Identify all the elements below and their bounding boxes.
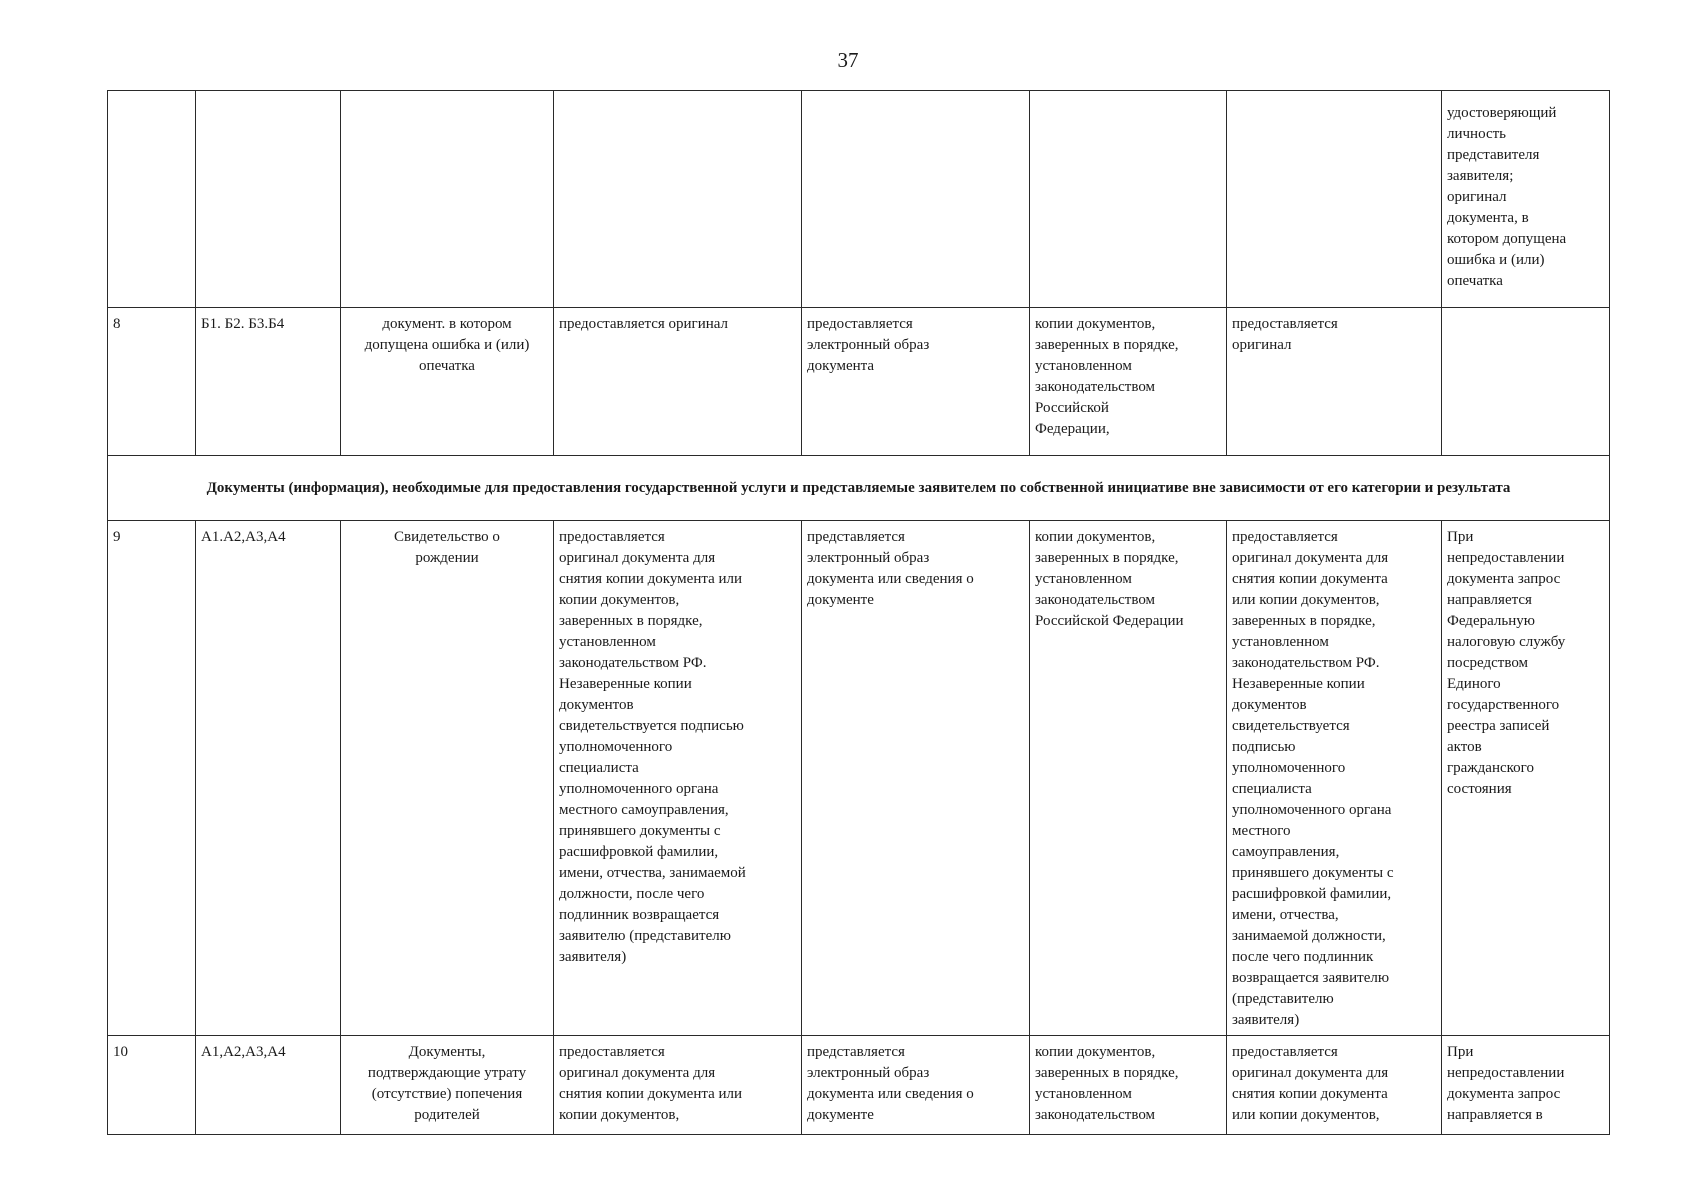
table-row [108,1036,1610,1135]
table-row [108,91,1610,308]
cell-category: А1.А2,А3,А4 [196,521,341,1036]
cell-category: А1,А2,А3,А4 [196,1036,341,1135]
cell-document: документ. в котором допущена ошибка и (или) опечатка [341,308,554,456]
cell-mail-submission: копии документов, заверенных в порядке, установленном законодательством Российской Федерации [1030,521,1227,1036]
cell-personal-submission: предоставляется оригинал документа для снятия копии документа или копии документов, [554,1036,802,1135]
cell-category: Б1. Б2. Б3.Б4 [196,308,341,456]
cell-mfc-submission: предоставляется оригинал [1227,308,1442,456]
cell-electronic-submission: предоставляется электронный образ документа [802,308,1030,456]
cell-mfc-submission: предоставляется оригинал документа для снятия копии документа или копии документов, [1227,1036,1442,1135]
cell-mail-submission: копии документов, заверенных в порядке, установленном законодательством [1030,1036,1227,1135]
cell-note: удостоверяющий личность представителя заявителя; оригинал документа, в котором допущена ошибка и (или) опечатка [1442,91,1610,308]
cell-document: Документы, подтверждающие утрату (отсутствие) попечения родителей [341,1036,554,1135]
cell-electronic-submission: представляется электронный образ документа или сведения о документе [802,521,1030,1036]
cell-mail-submission: копии документов, заверенных в порядке, установленном законодательством Российской Федерации, [1030,308,1227,456]
documents-table [107,90,1610,1135]
cell-number: 9 [108,521,196,1036]
page-number: 37 [837,48,859,72]
cell-note [1442,308,1610,456]
cell-mfc-submission [1227,91,1442,308]
cell-personal-submission [554,91,802,308]
cell-number: 8 [108,308,196,456]
cell-personal-submission: предоставляется оригинал [554,308,802,456]
table-row [108,521,1610,1036]
cell-category [196,91,341,308]
cell-mfc-submission: предоставляется оригинал документа для снятия копии документа или копии документов, заверенных в порядке, установленном законодательством РФ. Незаверенные копии документов свидетельствуется подписью уполномоченного специалиста уполномоченного органа местного самоуправления, принявшего документы с расшифровкой фамилии, имени, отчества, занимаемой должности, после чего подлинник возвращается заявителю (представителю заявителя) [1227,521,1442,1036]
table-row [108,308,1610,456]
cell-mail-submission [1030,91,1227,308]
cell-personal-submission: предоставляется оригинал документа для снятия копии документа или копии документов, заверенных в порядке, установленном законодательством РФ. Незаверенные копии документов свидетельствуется подписью уполномоченного специалиста уполномоченного органа местного самоуправления, принявшего документы с расшифровкой фамилии, имени, отчества, занимаемой должности, после чего подлинник возвращается заявителю (представителю заявителя) [554,521,802,1036]
cell-note: При непредоставлении документа запрос направляется Федеральную налоговую службу посредством Единого государственного реестра записей актов гражданского состояния [1442,521,1610,1036]
cell-note: При непредоставлении документа запрос направляется в [1442,1036,1610,1135]
cell-document: Свидетельство о рождении [341,521,554,1036]
cell-electronic-submission: представляется электронный образ документа или сведения о документе [802,1036,1030,1135]
cell-number [108,91,196,308]
section-header-row [108,456,1610,521]
section-header: Документы (информация), необходимые для предоставления государственной услуги и представляемые заявителем по собственной инициативе вне зависимости от его категории и результата [108,456,1610,521]
cell-number: 10 [108,1036,196,1135]
cell-document [341,91,554,308]
cell-electronic-submission [802,91,1030,308]
